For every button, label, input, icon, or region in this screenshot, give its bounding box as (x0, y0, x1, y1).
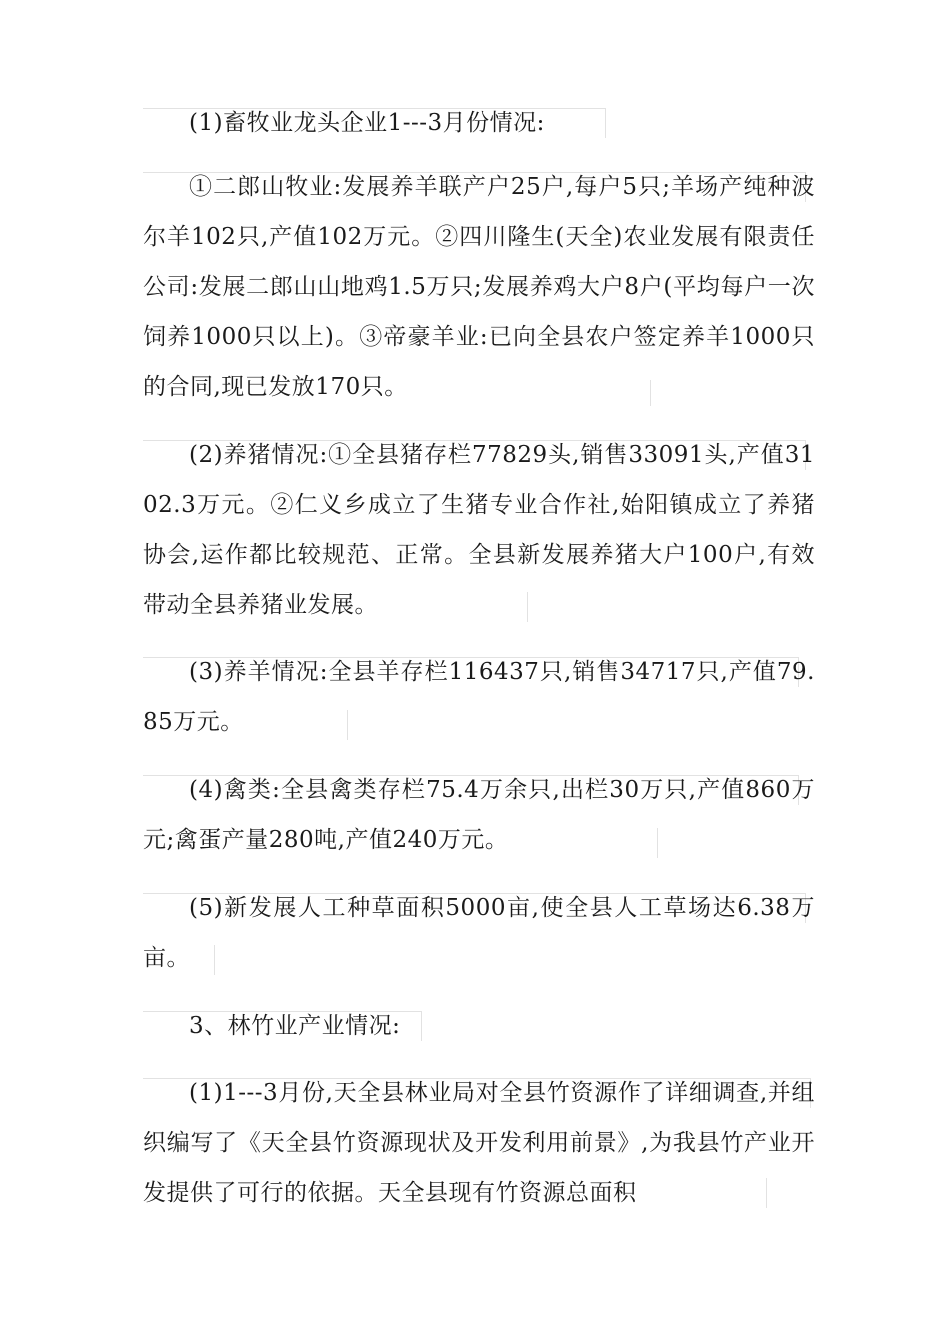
section-heading-forestry-bamboo: 3、林竹业产业情况: (189, 1013, 401, 1039)
paragraph-livestock-enterprises-heading: (1)畜牧业龙头企业1---3月份情况: (189, 110, 545, 136)
paragraph-bamboo-survey: (1)1---3月份,天全县林业局对全县竹资源作了详细调查,并组织编写了《天全县竹资源现状及开发利用前景》,为我县竹产业开发提供了可行的依据。天全县现有竹资源总面积 (143, 1080, 815, 1206)
paragraph-grassland: (5)新发展人工种草面积5000亩,使全县人工草场达6.38万亩。 (143, 895, 815, 971)
paragraph-sheep-farming: (3)养羊情况:全县羊存栏116437只,销售34717只,产值79.85万元。 (143, 659, 815, 735)
paragraph-poultry: (4)禽类:全县禽类存栏75.4万余只,出栏30万只,产值860万元;禽蛋产量280吨,产值240万元。 (143, 777, 815, 853)
paragraph-livestock-enterprises-detail: ①二郎山牧业:发展养羊联产户25户,每户5只;羊场产纯种波尔羊102只,产值102万元。②四川隆生(天全)农业发展有限责任公司:发展二郎山山地鸡1.5万只;发展养鸡大户8户(平均每户一次饲养1000只以上)。③帝豪羊业:已向全县农户签定养羊1000只的合同,现已发放170只。 (143, 174, 815, 400)
paragraph-pig-farming: (2)养猪情况:①全县猪存栏77829头,销售33091头,产值3102.3万元。②仁义乡成立了生猪专业合作社,始阳镇成立了养猪协会,运作都比较规范、正常。全县新发展养猪大户100户,有效带动全县养猪业发展。 (143, 442, 815, 618)
